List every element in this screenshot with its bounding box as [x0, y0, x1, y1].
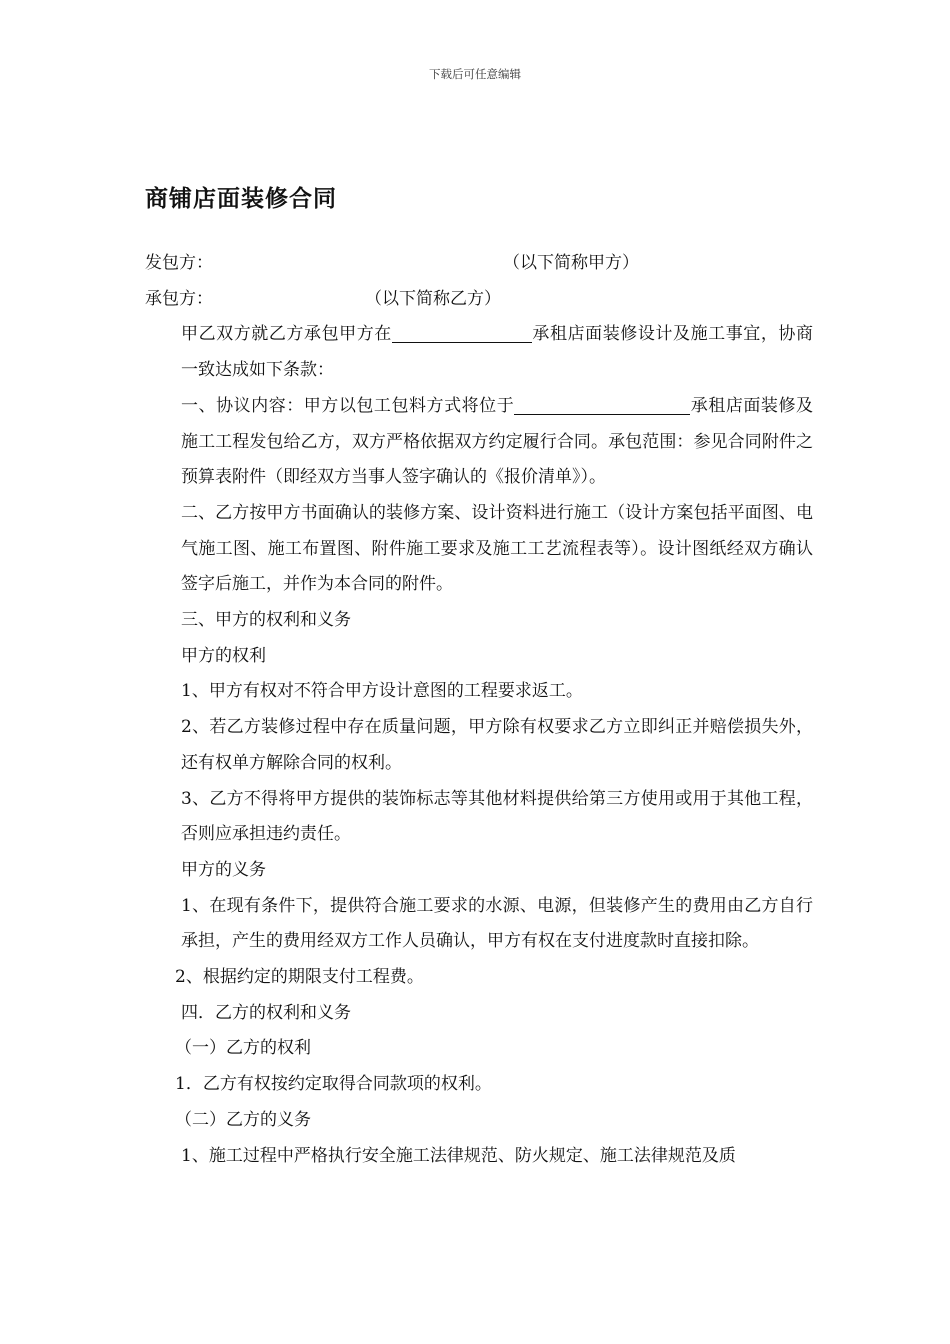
- contract-title: 商铺店面装修合同: [145, 186, 337, 212]
- clause-4-heading: 四．乙方的权利和义务: [181, 1002, 351, 1023]
- party-b-right-1: 1．乙方有权按约定取得合同款项的权利。: [175, 1074, 492, 1095]
- party-a-duty-1: 1、在现有条件下，提供符合施工要求的水源、电源，但装修产生的费用由乙方自行承担，产生的费用经双方工作人员确认，甲方有权在支付进度款时直接扣除。: [181, 895, 813, 952]
- party-b-label: 承包方：: [145, 288, 213, 309]
- intro-text-before: 甲乙双方就乙方承包甲方在: [181, 324, 392, 345]
- party-a-right-2: 2、若乙方装修过程中存在质量问题，甲方除有权要求乙方立即纠正并赔偿损失外，还有权单方解除合同的权利。: [181, 717, 813, 773]
- clause-3-heading: 三、甲方的权利和义务: [181, 610, 351, 631]
- blank-location-2: [514, 394, 690, 415]
- party-a-right-3: 3、乙方不得将甲方提供的装饰标志等其他材料提供给第三方使用或用于其他工程，否则应承担违约责任。: [181, 788, 813, 845]
- party-a-label: 发包方：: [145, 253, 213, 273]
- contract-body: [145, 246, 813, 1174]
- intro-text-after: 承租店面装修设计及施工事宜，协商一致达成如下条款：: [181, 324, 814, 381]
- party-b-duties-heading: （二）乙方的义务: [175, 1109, 311, 1130]
- party-b-abbr: （以下简称乙方）: [365, 288, 501, 309]
- party-a-right-1: 1、甲方有权对不符合甲方设计意图的工程要求返工。: [181, 681, 583, 702]
- clause-1: [145, 389, 813, 496]
- header-note: 下载后可任意编辑: [429, 67, 521, 81]
- party-a-line: [145, 246, 813, 282]
- party-b-duty-1: 1、施工过程中严格执行安全施工法律规范、防火规定、施工法律规范及质: [181, 1145, 736, 1166]
- clause-2: 二、乙方按甲方书面确认的装修方案、设计资料进行施工（设计方案包括平面图、电气施工图、施工布置图、附件施工要求及施工工艺流程表等）。设计图纸经双方确认签字后施工，并作为本合同的附件。: [181, 502, 813, 595]
- party-a-duties-heading: 甲方的义务: [181, 859, 266, 880]
- blank-location-1: [392, 322, 532, 343]
- party-a-abbr: （以下简称甲方）: [503, 253, 639, 273]
- party-b-line: [145, 282, 813, 318]
- intro-paragraph: [145, 317, 813, 388]
- clause-1-after: 承租店面装修及施工工程发包给乙方，双方严格依据双方约定履行合同。承包范围：参见合同附件之预算表附件（即经双方当事人签字确认的《报价清单》）。: [181, 395, 814, 488]
- clause-1-before: 一、协议内容：甲方以包工包料方式将位于: [181, 395, 515, 416]
- party-a-duty-2: 2、根据约定的期限支付工程费。: [175, 967, 424, 988]
- party-b-rights-heading: （一）乙方的权利: [175, 1038, 311, 1059]
- party-a-rights-heading: 甲方的权利: [181, 645, 266, 666]
